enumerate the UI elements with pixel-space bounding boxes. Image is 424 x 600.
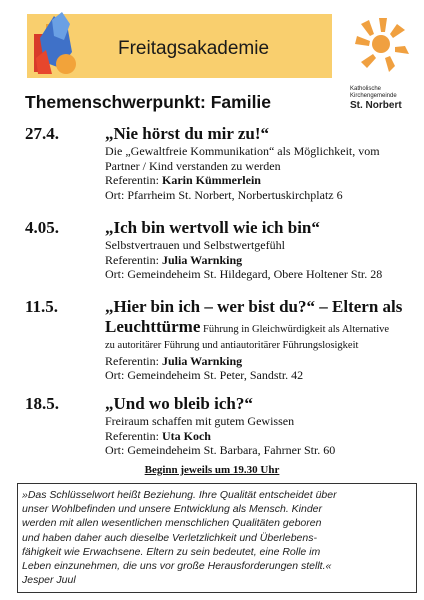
referent-name: Uta Koch bbox=[161, 428, 211, 443]
event-referent bbox=[105, 429, 415, 444]
referent-label: Referentin: bbox=[105, 353, 159, 368]
event-title-line2 bbox=[105, 317, 415, 339]
parish-wordmark bbox=[350, 86, 402, 112]
event-referent bbox=[105, 173, 415, 188]
event-location: Ort: Gemeindeheim St. Barbara, Fahrner Str. 60 bbox=[105, 443, 336, 458]
event-location: Ort: Gemeindeheim St. Hildegard, Obere Holtener Str. 28 bbox=[105, 267, 383, 282]
event-description-line: zu autoritärer Führung und antiautoritärer Führungslosigkeit bbox=[105, 340, 359, 351]
quote-box bbox=[17, 483, 417, 593]
event-description-line: Die „Gewaltfreie Kommunikation“ als Möglichkeit, vom bbox=[105, 144, 380, 158]
event-body bbox=[105, 297, 415, 383]
academy-logo-art bbox=[32, 12, 78, 78]
theme-heading: Themenschwerpunkt: Familie bbox=[25, 92, 272, 112]
quote-line: unser Wohlbefinden und unsere Entwicklung als Mensch. Kinder bbox=[22, 503, 323, 516]
event-title: „Und wo bleib ich?“ bbox=[105, 394, 253, 413]
event-body bbox=[105, 124, 415, 202]
event-date: 4.05. bbox=[25, 218, 59, 237]
event-location: Ort: Gemeindeheim St. Peter, Sandstr. 42 bbox=[105, 368, 304, 383]
event-date: 11.5. bbox=[25, 297, 59, 316]
quote-line: »Das Schlüsselwort heißt Beziehung. Ihre Qualität entscheidet über bbox=[22, 489, 337, 501]
referent-name: Julia Warnking bbox=[161, 252, 243, 267]
quote-author: Jesper Juul bbox=[22, 574, 76, 587]
sun-logo-icon bbox=[343, 14, 417, 94]
quote-line: und haben daher auch dieselbe Verletzlichkeit und Überlebens- bbox=[22, 531, 317, 544]
event-description-line: Selbstvertrauen und Selbstwertgefühl bbox=[105, 238, 285, 252]
quote-line: werden mit allen wesentlichen menschlichen Qualitäten geboren bbox=[22, 517, 322, 530]
parish-name: St. Norbert bbox=[350, 100, 402, 111]
referent-name: Karin Kümmerlein bbox=[161, 173, 261, 188]
quote-line: fähigkeit wie Erwachsene. Eltern zu sein bedeutet, eine Rolle im bbox=[22, 545, 321, 558]
quote-line: Leben einzunehmen, die uns vor große Herausforderungen stellt.« bbox=[22, 560, 332, 573]
parish-line1: Katholische bbox=[350, 86, 382, 92]
event-referent bbox=[105, 253, 415, 268]
event-title-continued: Leuchttürme bbox=[105, 317, 201, 336]
banner-title: Freitagsakademie bbox=[118, 38, 270, 59]
event-title: „Hier bin ich – wer bist du?“ – Eltern als bbox=[105, 297, 403, 316]
event-date: 18.5. bbox=[25, 394, 59, 413]
event-location: Ort: Pfarrheim St. Norbert, Norbertuskirchplatz 6 bbox=[105, 187, 343, 202]
event-description-line: Partner / Kind verstanden zu werden bbox=[105, 158, 281, 173]
event-title: „Ich bin wertvoll wie ich bin“ bbox=[105, 218, 320, 237]
referent-label: Referentin: bbox=[105, 428, 159, 443]
parish-line2: Kirchengemeinde bbox=[350, 93, 397, 99]
start-time-note: Beginn jeweils um 19.30 Uhr bbox=[144, 464, 280, 476]
referent-label: Referentin: bbox=[105, 173, 159, 188]
event-date: 27.4. bbox=[25, 124, 59, 143]
event-description-line: Freiraum schaffen mit gutem Gewissen bbox=[105, 414, 295, 428]
event-body bbox=[105, 218, 415, 282]
referent-label: Referentin: bbox=[105, 252, 159, 267]
event-body bbox=[105, 394, 415, 458]
event-subtitle-inline: Führung in Gleichwürdigkeit als Alternative bbox=[200, 324, 390, 335]
event-title: „Nie hörst du mir zu!“ bbox=[105, 124, 270, 143]
event-referent bbox=[105, 354, 415, 369]
referent-name: Julia Warnking bbox=[161, 353, 243, 368]
